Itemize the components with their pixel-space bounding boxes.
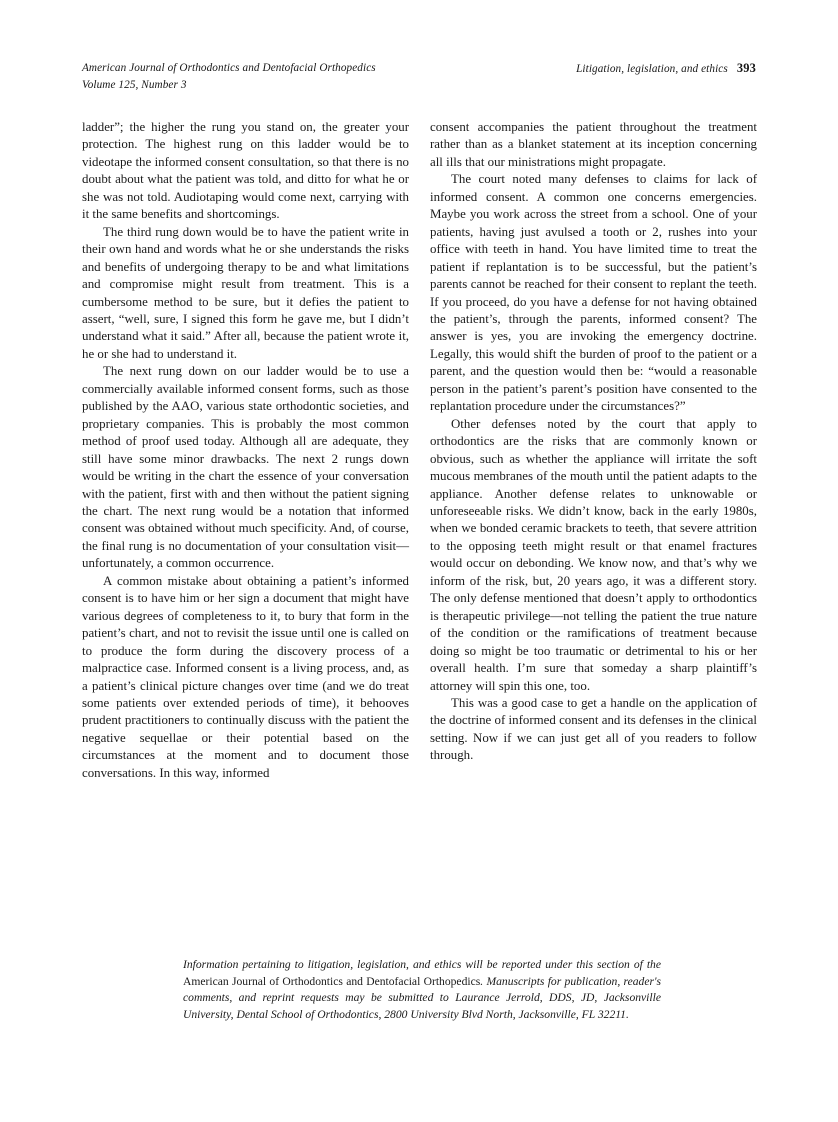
page-number: 393	[736, 61, 756, 75]
running-head-right	[576, 60, 756, 78]
paragraph: The third rung down would be to have the patient write in their own hand and words what he or she understands the risks and benefits of undergoing therapy to be and what limitations and compromise might result from treatment. This is a cumbersome method to be sure, but it defies the patient to assert, “well, sure, I signed this form he gave me, but I didn’t understand what it said.” After all, because the patient wrote it, he or she had to understand it.	[82, 224, 409, 361]
column-right	[430, 119, 757, 765]
section-title: Litigation, legislation, and ethics	[576, 63, 728, 75]
journal-name: American Journal of Orthodontics and Dentofacial Orthopedics	[82, 62, 376, 74]
paragraph: The court noted many defenses to claims for lack of informed consent. A common one concerns emergencies. Maybe you work across the street from a school. One of your patients, having just avulsed a tooth or 2, rushes into your office with teeth in hand. You have limited time to treat the patient if replantation is to be successful, but the patient’s parents cannot be reached for their consent to replant the teeth. If you proceed, do you have a defense for not having obtained the patient’s, through the parents, informed consent? The answer is yes, you are invoking the emergency doctrine. Legally, this would shift the burden of proof to the patient or a parent, and the question would then be: “would a reasonable person in the patient’s parent’s position have consented to the replantation procedure under the circumstances?”	[430, 172, 757, 414]
paragraph: ladder”; the higher the rung you stand on, the greater your protection. The highest rung on this ladder would be to videotape the informed consent consultation, so that there is no doubt about what the patient was told, and ditto for what he or she was not told. Audiotaping would come next, carrying with it the same benefits and shortcomings.	[82, 120, 409, 222]
footnote-text	[183, 957, 661, 1023]
section-footnote	[183, 957, 661, 1023]
paragraph: A common mistake about obtaining a patient’s informed consent is to have him or her sign a document that might have various degrees of completeness to it, to bury that form in the patient’s chart, and not to revisit the issue until one is called on to produce the form during the discovery process of a malpractice case. Informed consent is a living process, and, as a patient’s clinical picture changes over time (and we do treat some patients over extended periods of time), it behooves prudent practitioners to continually discuss with the patient the negative sequellae or their potential based on the circumstances at the moment and to document those conversations. In this way, informed	[82, 573, 409, 780]
footnote-part-1: Information pertaining to litigation, legislation, and ethics will be reported under this section of the	[183, 958, 661, 971]
paragraph: Other defenses noted by the court that apply to orthodontics are the risks that are commonly known or obvious, such as whether the appliance will irritate the soft mucous membranes of the mouth until the patient adapts to the appliance. Another defense relates to unknowable or unforeseeable risks. We didn’t know, back in the early 1980s, when we bonded ceramic brackets to teeth, that severe attrition to the opposing teeth might result or that enamel fractures would occur on debonding. We know now, and that’s why we inform of the risk, but, 20 years ago, it was a different story. The only defense mentioned that doesn’t apply to orthodontics is therapeutic privilege—not telling the patient the true nature of the condition or the ramifications of treatment because doing so might be too traumatic or detrimental to his or her overall health. I’m sure that someday a sharp plaintiff’s attorney will spin this one, too.	[430, 416, 757, 693]
footnote-journal-name: American Journal of Orthodontics and Dentofacial Orthopedics	[183, 974, 481, 988]
paragraph: consent accompanies the patient throughout the treatment rather than as a blanket statement at its inception concerning all ills that our ministrations might propagate.	[430, 120, 757, 169]
running-head	[82, 60, 756, 94]
paragraph: This was a good case to get a handle on the application of the doctrine of informed consent and its defenses in the clinical setting. Now if we can just get all of you readers to follow through.	[430, 695, 757, 763]
column-left	[82, 119, 409, 782]
volume-issue: Volume 125, Number 3	[82, 78, 187, 91]
running-head-left	[82, 60, 376, 93]
footnote-part-2: . Manuscripts for publication, reader's comments, and reprint requests may be submitted to Laurance Jerrold, DDS, JD, Jacksonville University, Dental School of Orthodontics, 2800 University Blvd North, Jacksonville, FL 32211.	[183, 974, 662, 1021]
paragraph: The next rung down on our ladder would be to use a commercially available informed consent forms, such as those published by the AAO, various state orthodontic societies, and proprietary companies. This is probably the most common method of proof used today. Although all are adequate, they still have some minor drawbacks. The next 2 rungs down would be writing in the chart the essence of your conversation with the patient, first with and then without the patient signing the chart. The next rung would be a notation that informed consent was obtained without much specificity. And, of course, the final rung is no documentation of your consultation visit—unfortunately, a common occurrence.	[82, 364, 409, 571]
